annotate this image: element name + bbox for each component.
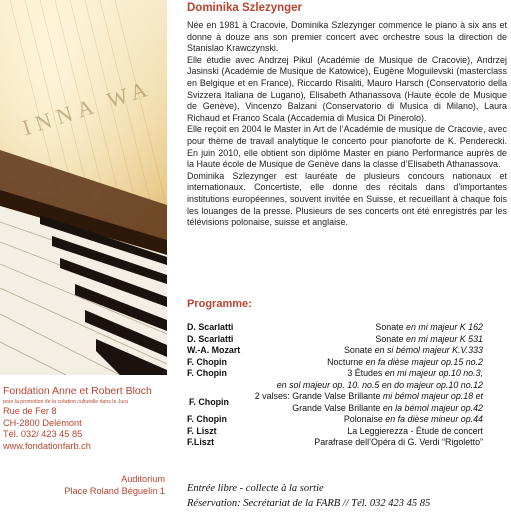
programme-row <box>187 334 483 346</box>
work: Parafrase dell’Opéra di G. Verdi “Rigoletto” <box>314 437 483 447</box>
work: 3 Études en mi majeur op.10 no.3, en sol majeur op. 10. no.5 en do majeur op.10 no.12 <box>276 368 483 390</box>
foundation-website[interactable]: www.fondationfarb.ch <box>3 440 91 451</box>
foundation-name: Fondation Anne et Robert Bloch <box>3 385 152 397</box>
work: Nocturne en fa dièse majeur op.15 no.2 <box>327 356 483 367</box>
venue-line-2: Place Roland Béguelin 1 <box>64 485 165 496</box>
piano-lid-lettering: INNA WA <box>19 74 156 141</box>
programme-row <box>187 437 483 449</box>
composer: F. Chopin <box>187 356 227 367</box>
piano-illustration <box>0 0 167 375</box>
programme-row <box>187 426 483 438</box>
foundation-info <box>3 385 168 452</box>
artist-biography <box>187 20 507 229</box>
composer: F. Liszt <box>187 425 217 436</box>
composer: F. Chopin <box>187 368 227 378</box>
programme-row <box>187 414 483 426</box>
programme-row <box>187 345 483 357</box>
programme-row <box>187 391 483 414</box>
foundation-tagline: pour la promotion de la création culturelle dans le Jura <box>3 399 128 405</box>
event-footer <box>187 482 507 511</box>
venue-line-1: Auditorium <box>121 474 165 484</box>
artist-name: Dominika Szlezynger <box>187 2 303 14</box>
entry-note: Entrée libre - collecte à la sortie <box>187 483 324 494</box>
composer: F. Chopin <box>187 414 227 424</box>
bio-paragraph: Née en 1981 à Cracovie, Dominika Szlezynger commence le piano à six ans et donne à douze ans son premier concert avec orchestre sous la direction de Stanislao Krawczynski. <box>187 20 507 54</box>
work: Polonaise en fa dièse mineur op.44 <box>343 414 483 424</box>
venue-info <box>64 474 165 497</box>
bio-paragraph: Elle étudie avec Andrzej Pikul (Académie de Musique de Cracovie), Andrzej Jasinski (Académie de Musique de Katowice), Eugène Moguilevski (masterclass en Belgique et en France), Riccardo Risaliti, Mauro Harsch (Conservatorio della Svizzera Italiana de Lugano), Elisabeth Athanassova (Haute école de Musique de Genève), Vincenzo Balzani (Conservatorio di Musica di Milano), Laura Richaud et Franco Scala (Accademia di Musica Di Pinerolo). <box>187 54 507 123</box>
programme-row <box>187 357 483 369</box>
composer: D. Scarlatti <box>187 333 234 344</box>
work: Sonate en mi majeur K 162 <box>375 322 483 332</box>
work: Sonate en mi majeur K 531 <box>375 333 483 344</box>
artist-section <box>187 0 507 229</box>
composer: D. Scarlatti <box>187 322 234 332</box>
reservation-note: Réservation: Secrétariat de la FARB // Tél. 032 423 45 85 <box>187 497 431 509</box>
work: Sonate en si bémol majeur K.V.333 <box>344 345 483 355</box>
piano-photo <box>0 0 167 375</box>
programme-row <box>187 322 483 334</box>
foundation-phone: Tél. 032/ 423 45 85 <box>3 429 83 439</box>
work: La Leggierezza - Étude de concert <box>347 425 483 436</box>
foundation-city: CH-2800 Delémont <box>3 417 82 428</box>
foundation-street: Rue de Fer 8 <box>3 406 57 416</box>
bio-paragraph: Elle reçoit en 2004 le Master in Art de l’Académie de musique de Cracovie, avec pour thème de travail analytique le concerto pour pianoforte de K. Penderecki. En juin 2010, elle obtient son diplôme Master en piano Performance auprès de la Haute école de Musique de Genève dans la classe d’Elisabeth Athanassova. <box>187 124 507 170</box>
programme-list <box>187 322 483 449</box>
programme-heading: Programme: <box>187 298 252 310</box>
composer: F. Chopin <box>189 397 229 407</box>
composer: W.-A. Mozart <box>187 345 241 355</box>
work: 2 valses: Grande Valse Brillante mi bémol majeur op.18 et Grande Valse Brillante en la bémol majeur op.42 <box>254 391 483 413</box>
programme-row <box>187 368 483 391</box>
composer: F.Liszt <box>187 437 215 447</box>
bio-paragraph: Dominika Szlezynger est lauréate de plusieurs concours nationaux et internationaux. Concertiste, elle donne des récitals dans d’importantes institutions européennes, souvent invitée en Suisse, et recueillant à chaque fois les louanges de la presse. Plusieurs de ses concerts ont été enregistrés par les télévisions polonaise, suisse et anglaise. <box>187 170 507 228</box>
